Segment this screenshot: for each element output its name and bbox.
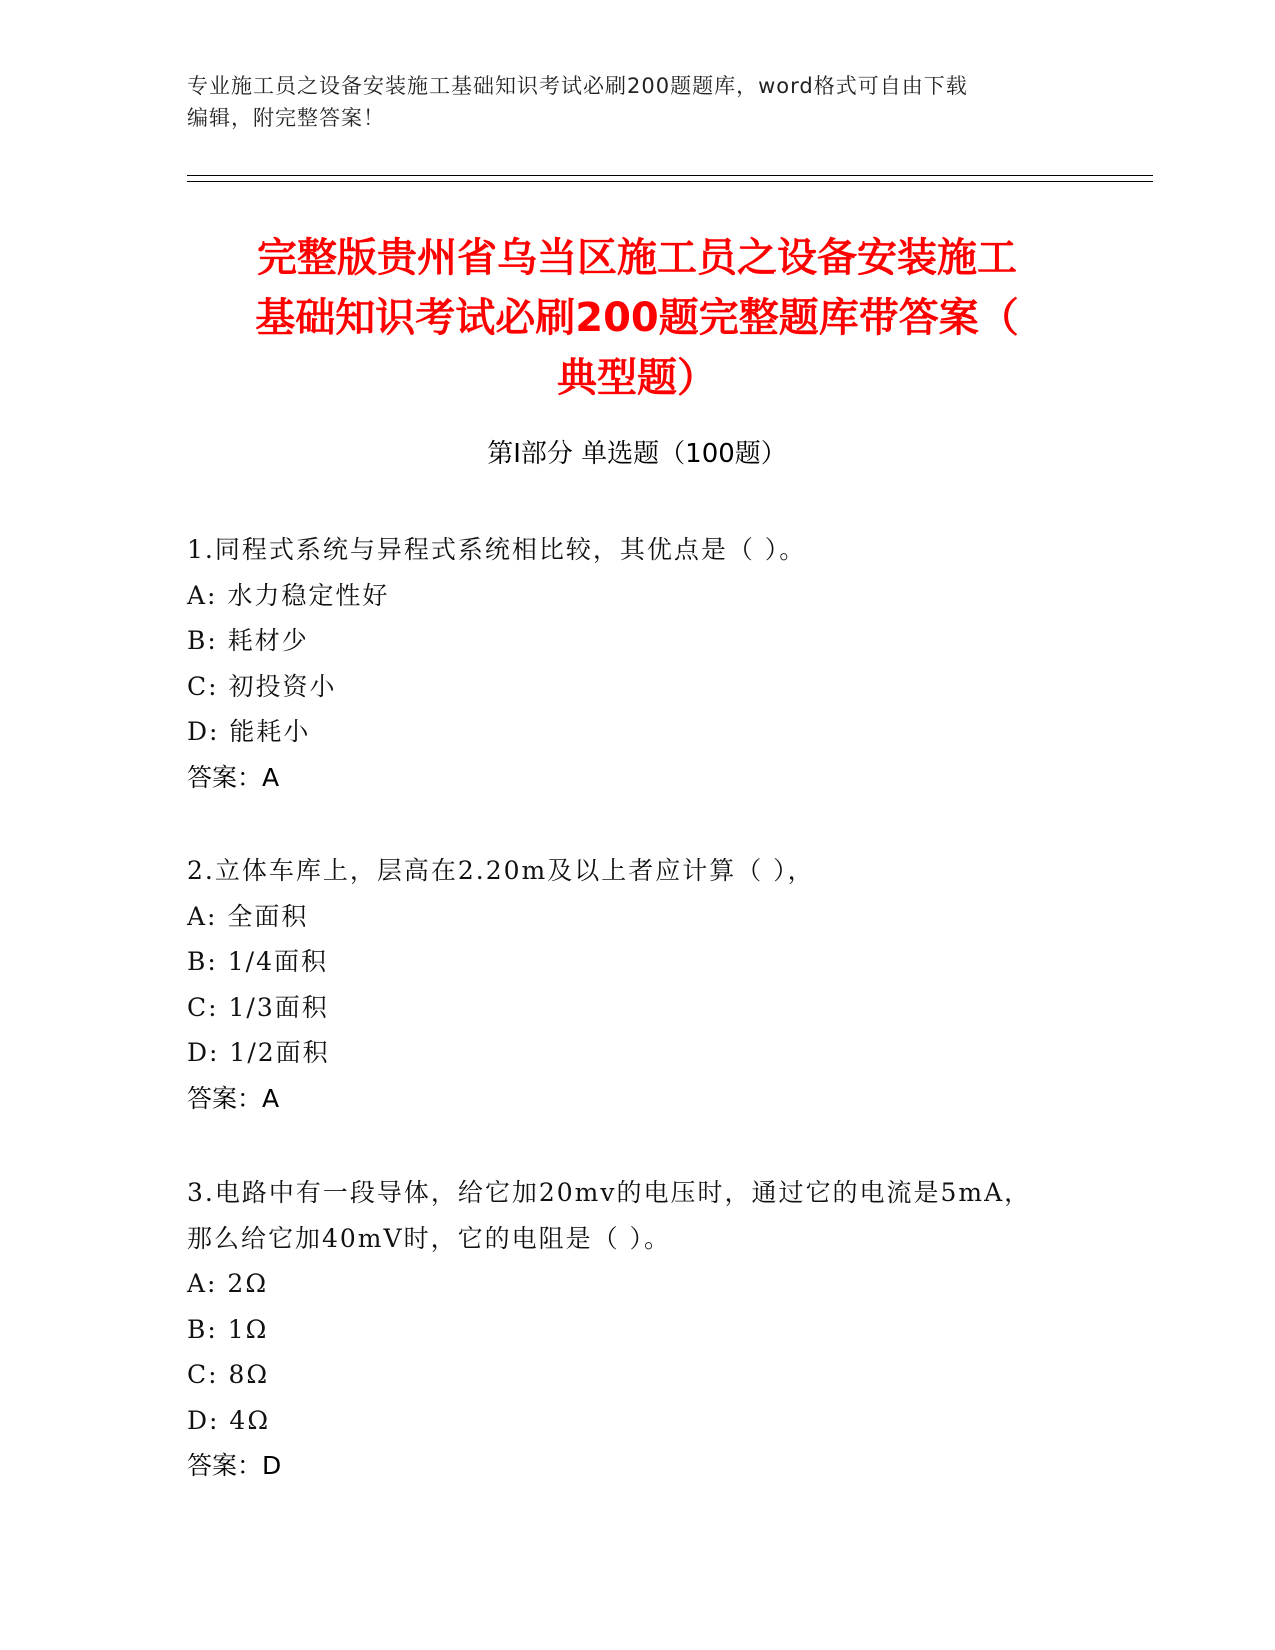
question-stem-continued: 那么给它加40mV时，它的电阻是（ ）。 bbox=[187, 1223, 672, 1253]
header-line-2: 编辑，附完整答案！ bbox=[187, 106, 385, 130]
option-a: A: 2Ω bbox=[187, 1269, 269, 1298]
question-1 bbox=[187, 527, 1087, 800]
option-a: A: 水力稳定性好 bbox=[187, 580, 390, 610]
question-list bbox=[187, 527, 1087, 1537]
title-line-1: 完整版贵州省乌当区施工员之设备安装施工 bbox=[257, 235, 1017, 281]
header-line-1: 专业施工员之设备安装施工基础知识考试必刷200题题库，word格式可自由下载 bbox=[187, 74, 968, 98]
option-b: B: 1/4面积 bbox=[187, 947, 328, 976]
question-3 bbox=[187, 1170, 1087, 1489]
question-stem: 1.同程式系统与异程式系统相比较，其优点是（ ）。 bbox=[187, 535, 807, 564]
header-divider-top bbox=[187, 175, 1153, 176]
question-stem: 2.立体车库上，层高在2.20m及以上者应计算（ ）， bbox=[187, 856, 815, 885]
option-d: D: 能耗小 bbox=[187, 717, 311, 746]
header-divider-bottom bbox=[187, 181, 1153, 182]
answer: 答案：A bbox=[187, 762, 280, 792]
answer: 答案：D bbox=[187, 1451, 282, 1480]
question-2 bbox=[187, 848, 1087, 1121]
title-line-2: 基础知识考试必刷200题完整题库带答案（ bbox=[255, 295, 1019, 341]
document-title bbox=[187, 228, 1087, 408]
option-a: A: 全面积 bbox=[187, 901, 309, 931]
page-header bbox=[187, 70, 1087, 134]
option-d: D: 4Ω bbox=[187, 1405, 271, 1435]
section-title: 第Ⅰ部分 单选题（100题） bbox=[487, 439, 787, 469]
option-d: D: 1/2面积 bbox=[187, 1038, 330, 1067]
question-stem: 3.电路中有一段导体，给它加20mv的电压时，通过它的电流是5mA， bbox=[187, 1178, 1032, 1207]
answer: 答案：A bbox=[187, 1083, 280, 1113]
option-c: C: 8Ω bbox=[187, 1360, 270, 1389]
option-c: C: 1/3面积 bbox=[187, 992, 329, 1022]
option-b: B: 1Ω bbox=[187, 1314, 269, 1344]
title-line-3: 典型题） bbox=[557, 355, 717, 401]
option-c: C: 初投资小 bbox=[187, 671, 337, 701]
option-b: B: 耗材少 bbox=[187, 626, 309, 655]
